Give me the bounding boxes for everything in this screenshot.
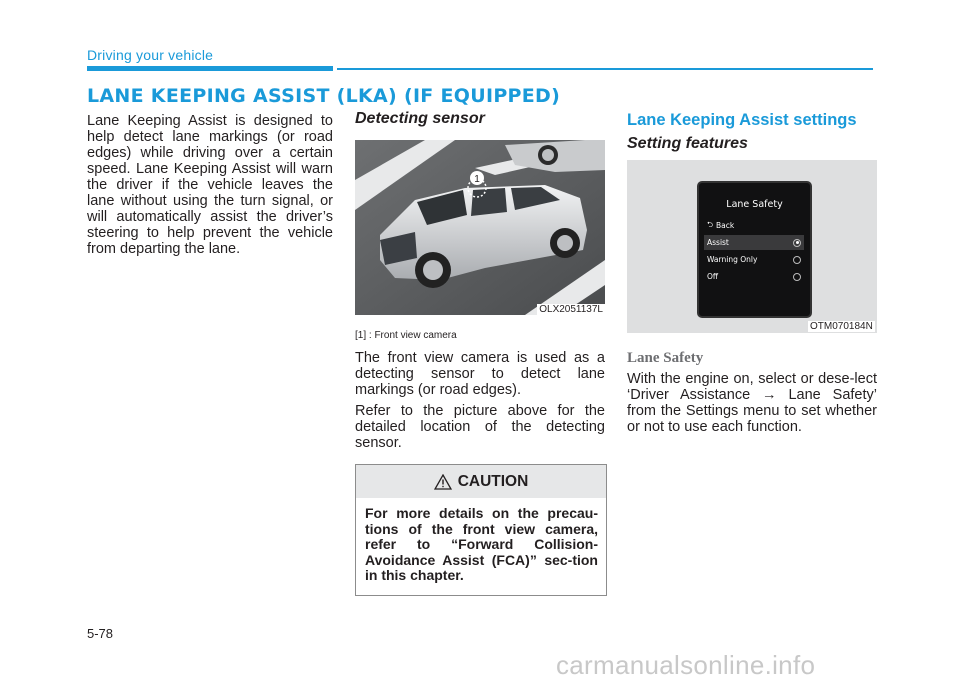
vehicle-sensor-figure (355, 140, 605, 315)
settings-screen (697, 181, 812, 318)
page-title: LANE KEEPING ASSIST (LKA) (IF EQUIPPED) (87, 85, 561, 107)
vehicle-illustration (355, 140, 605, 315)
header-rule-thin (337, 68, 873, 70)
lane-safety-heading: Lane Safety (627, 350, 704, 366)
back-item (704, 218, 804, 233)
camera-marker-label: 1 (474, 174, 480, 185)
option-warning-only (704, 252, 804, 267)
option-assist (704, 235, 804, 250)
caution-header (356, 465, 606, 498)
lane-safety-paragraph: With the engine on, select or dese-lect ‘Driver Assistance → Lane Safety’ from the Settings menu to set whether or not to use each function. (627, 371, 877, 435)
caution-box (355, 464, 607, 596)
radio-selected-icon (793, 239, 801, 247)
back-label: Back (716, 221, 735, 230)
radio-empty-icon (793, 256, 801, 264)
watermark: carmanualsonline.info (556, 650, 816, 680)
detecting-sensor-heading: Detecting sensor (355, 110, 485, 127)
section-header: Driving your vehicle (87, 47, 214, 63)
caution-title: CAUTION (457, 472, 529, 490)
header-rule-thick (87, 66, 333, 71)
sensor-paragraph-1: The front view camera is used as a detecting sensor to detect lane markings (or road edges). (355, 350, 605, 398)
figure-code: OLX2051137L (539, 304, 603, 315)
option-label: Warning Only (707, 255, 758, 264)
warning-triangle-icon (434, 474, 452, 490)
figure-caption: [1] : Front view camera (355, 330, 457, 341)
settings-heading: Lane Keeping Assist settings (627, 111, 857, 129)
setting-features-heading: Setting features (627, 135, 748, 152)
radio-empty-icon (793, 273, 801, 281)
caution-text: For more details on the precau-tions of the front view camera, refer to “Forward Collision-Avoidance Assist (FCA)” sec-tion in this chapter. (365, 505, 598, 583)
sensor-paragraph-2: Refer to the picture above for the detailed location of the detecting sensor. (355, 403, 605, 451)
option-label: Off (707, 272, 719, 281)
intro-paragraph: Lane Keeping Assist is designed to help detect lane markings (or road edges) while driving over a certain speed. Lane Keeping Assist will warn the driver if the vehicle leaves the lane without using the turn signal, or will automatically assist the driver’s steering to help prevent the vehicle from departing the lane. (87, 113, 333, 257)
option-off (704, 269, 804, 284)
page-number: 5-78 (87, 626, 114, 641)
screen-title: Lane Safety (726, 199, 783, 210)
back-arrow-icon: ⮌ (707, 220, 714, 229)
option-label: Assist (707, 238, 729, 247)
figure-code: OTM070184N (810, 321, 873, 332)
